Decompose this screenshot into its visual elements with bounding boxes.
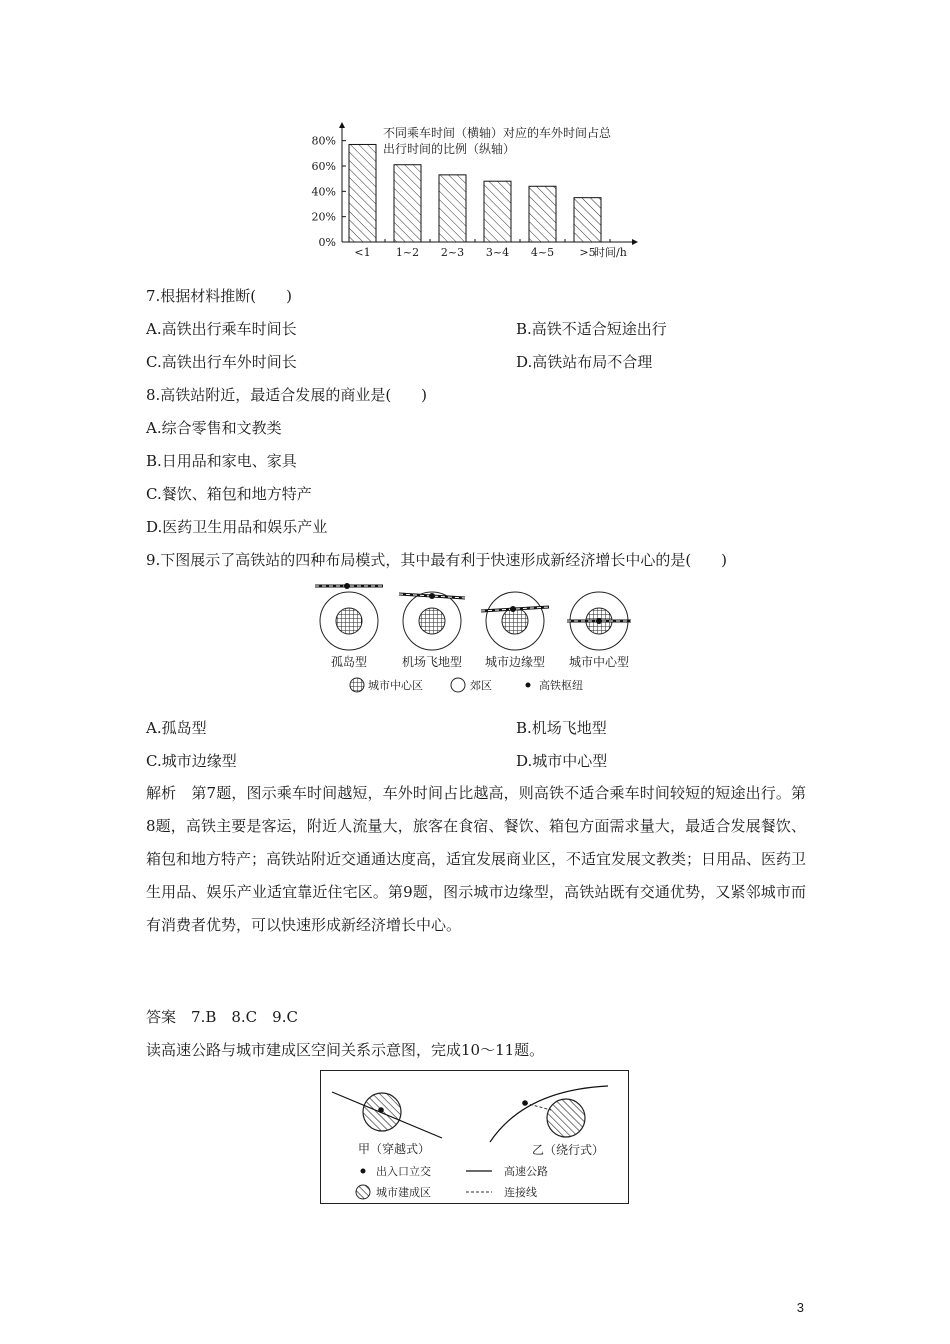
legend-urban-area-icon bbox=[356, 1185, 370, 1199]
y-axis-arrow bbox=[339, 122, 345, 128]
bar bbox=[574, 198, 601, 242]
layout-city-center bbox=[567, 592, 631, 669]
x-tick-label: <1 bbox=[354, 246, 371, 259]
layout-city-edge bbox=[481, 592, 549, 669]
y-tick-label: 80% bbox=[311, 134, 336, 148]
legend-interchange-icon bbox=[361, 1169, 366, 1174]
legend-interchange-label: 出入口立交 bbox=[376, 1165, 431, 1178]
legend-link-label: 连接线 bbox=[504, 1186, 537, 1199]
layout-legend bbox=[350, 678, 583, 692]
q8-option-a: A.综合零售和文教类 bbox=[146, 419, 282, 437]
analysis-text: 第7题，图示乘车时间越短，车外时间占比越高，则高铁不适合乘车时间较短的短途出行。第8题，高铁主要是客运，附近人流量大，旅客在食宿、餐饮、箱包方面需求量大，最适合发展餐饮、箱包和地方特产；高铁站附近交通通达度高，适宜发展商业区，不适宜发展文教类；日用品、医药卫生用品、娱乐产业适宜靠近住宅区。第9题，图示城市边缘型，高铁站既有交通优势，又紧邻城市而有消费者优势，可以快速形成新经济增长中心。 bbox=[146, 784, 807, 934]
station-layout-figure bbox=[305, 578, 655, 700]
legend-highway-label: 高速公路 bbox=[504, 1165, 548, 1178]
legend-city-center-label: 城市中心区 bbox=[368, 679, 423, 692]
bar bbox=[529, 186, 556, 242]
intro-10-11: 读高速公路与城市建成区空间关系示意图，完成10～11题。 bbox=[146, 1041, 545, 1059]
layout-airport-enclave bbox=[399, 592, 465, 669]
y-tick-label: 40% bbox=[311, 185, 336, 199]
legend-suburb-icon bbox=[451, 678, 465, 692]
legend-hub-label: 高铁枢纽 bbox=[539, 679, 583, 692]
x-tick-label: 3~4 bbox=[485, 246, 510, 259]
layout-isolated bbox=[315, 583, 383, 669]
q8-option-c: C.餐饮、箱包和地方特产 bbox=[146, 485, 312, 503]
bar bbox=[349, 144, 376, 242]
crossing-pattern bbox=[332, 1092, 442, 1156]
layout-label-isolated: 孤岛型 bbox=[330, 655, 368, 669]
q7-stem: 7.根据材料推断( ) bbox=[146, 287, 293, 305]
bypass-pattern bbox=[490, 1086, 608, 1157]
q9-option-b: B.机场飞地型 bbox=[516, 719, 607, 737]
x-axis-arrow bbox=[632, 239, 638, 245]
chart-title-line2: 出行时间的比例（纵轴） bbox=[383, 142, 516, 156]
y-tick-label: 60% bbox=[311, 160, 336, 173]
bar-chart bbox=[300, 120, 650, 265]
q9-option-a: A.孤岛型 bbox=[146, 719, 207, 737]
y-tick-label: 0% bbox=[318, 236, 336, 249]
x-tick-label: 1~2 bbox=[395, 246, 420, 259]
x-axis-label: 时间/h bbox=[594, 246, 627, 259]
highway-figure bbox=[320, 1070, 630, 1205]
x-tick-label: 4~5 bbox=[530, 246, 555, 259]
chart-bars bbox=[349, 144, 601, 242]
highway-legend bbox=[356, 1164, 548, 1199]
q7-option-a: A.高铁出行乘车时间长 bbox=[146, 320, 297, 338]
page-number: 3 bbox=[796, 1300, 804, 1315]
legend-suburb-label: 郊区 bbox=[470, 679, 492, 692]
layout-label-center: 城市中心型 bbox=[568, 655, 630, 669]
analysis-block bbox=[146, 777, 806, 942]
bar bbox=[484, 181, 511, 242]
q8-stem: 8.高铁站附近，最适合发展的商业是( ) bbox=[146, 386, 428, 404]
label-crossing: 甲（穿越式） bbox=[358, 1142, 431, 1156]
answer-line bbox=[146, 1007, 298, 1027]
label-bypass: 乙（绕行式） bbox=[532, 1143, 605, 1157]
q8-option-b: B.日用品和家电、家具 bbox=[146, 452, 297, 470]
y-tick-label: 20% bbox=[311, 210, 336, 224]
q7-option-b: B.高铁不适合短途出行 bbox=[516, 320, 667, 338]
x-tick-label: >5 bbox=[579, 246, 596, 259]
q9-option-d: D.城市中心型 bbox=[516, 752, 608, 770]
q8-option-d: D.医药卫生用品和娱乐产业 bbox=[146, 518, 328, 536]
bar bbox=[394, 165, 421, 242]
q9-option-c: C.城市边缘型 bbox=[146, 752, 237, 770]
answer-text: 7.B 8.C 9.C bbox=[191, 1008, 298, 1026]
bar bbox=[439, 175, 466, 242]
q7-option-d: D.高铁站布局不合理 bbox=[516, 353, 653, 371]
analysis-label: 解析 bbox=[146, 784, 177, 802]
legend-urban-area-label: 城市建成区 bbox=[376, 1186, 431, 1199]
legend-city-center-icon bbox=[350, 678, 364, 692]
x-tick-label: 2~3 bbox=[440, 246, 465, 259]
q9-stem: 9.下图展示了高铁站的四种布局模式，其中最有利于快速形成新经济增长中心的是( ) bbox=[146, 551, 728, 569]
y-axis-ticks bbox=[312, 135, 346, 249]
chart-title-line1: 不同乘车时间（横轴）对应的车外时间占总 bbox=[383, 126, 612, 140]
answer-label: 答案 bbox=[146, 1008, 177, 1026]
q7-option-c: C.高铁出行车外时间长 bbox=[146, 353, 297, 371]
layout-label-edge: 城市边缘型 bbox=[484, 655, 546, 669]
legend-hub-icon bbox=[526, 683, 531, 688]
layout-label-airport: 机场飞地型 bbox=[401, 655, 463, 669]
